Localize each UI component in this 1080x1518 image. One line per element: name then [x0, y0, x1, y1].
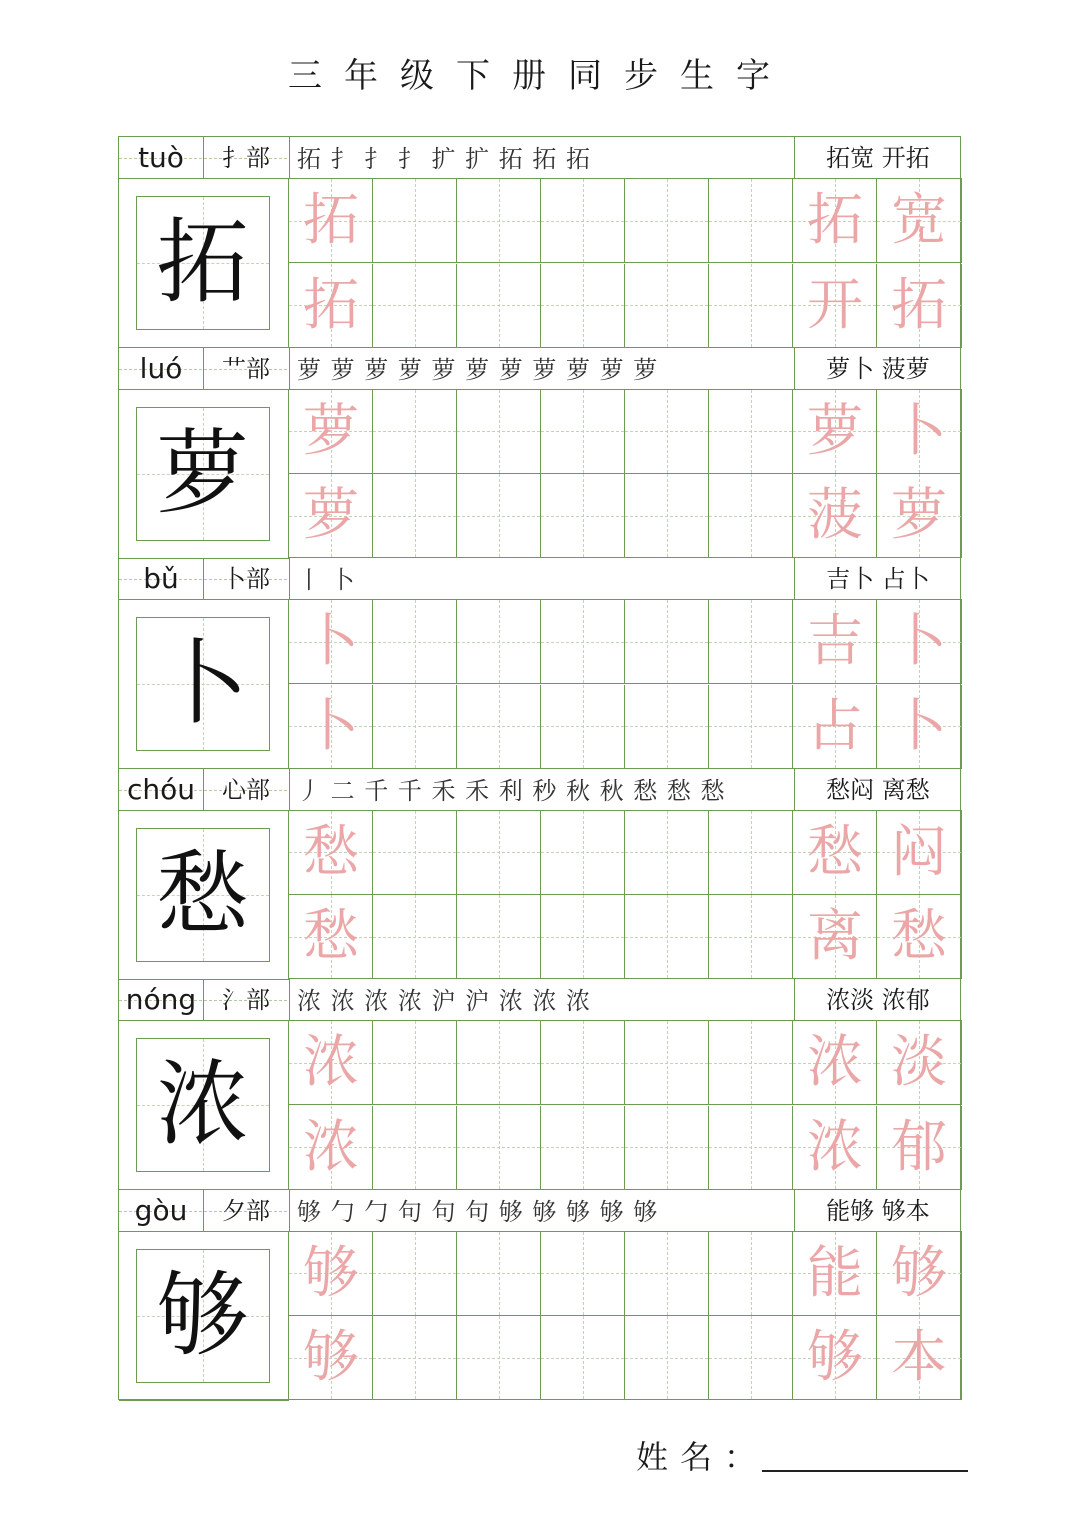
trace-cell[interactable]: [793, 1232, 877, 1316]
practice-sheet: [118, 136, 961, 1400]
stroke-order: 浓 浓 浓 浓 沪 沪 浓 浓 浓: [297, 987, 592, 1015]
writing-cell[interactable]: [373, 600, 457, 684]
name-label: 姓名：: [636, 1438, 769, 1476]
writing-cell[interactable]: [709, 895, 793, 979]
writing-cell[interactable]: [457, 685, 541, 769]
writing-cell[interactable]: [373, 895, 457, 979]
model-char: 够: [156, 1261, 249, 1369]
model-char: 浓: [156, 1051, 249, 1158]
trace-char: 郁: [891, 1114, 947, 1180]
trace-cell[interactable]: [877, 685, 962, 769]
trace-char: 占: [807, 693, 863, 759]
writing-cell[interactable]: [709, 179, 793, 263]
model-char-box: [136, 828, 270, 962]
stroke-order: 拓 扌 扌 扌 扩 扩 拓 拓 拓: [297, 145, 592, 173]
radical: 卜部: [222, 565, 270, 593]
practice-grid: [289, 179, 962, 348]
trace-char: 愁: [891, 904, 947, 969]
char-header: [119, 558, 962, 600]
writing-cell[interactable]: [457, 474, 541, 558]
writing-cell[interactable]: [373, 1021, 457, 1105]
practice-grid: [289, 1232, 962, 1401]
page-title: 三年级下册同步生字: [288, 56, 792, 96]
trace-cell[interactable]: [289, 895, 373, 979]
model-char-cell: [119, 811, 289, 980]
trace-cell[interactable]: [793, 600, 877, 684]
practice-grid: [289, 600, 962, 769]
pinyin: bǔ: [143, 562, 179, 595]
pinyin: tuò: [138, 141, 184, 174]
writing-cell[interactable]: [541, 179, 625, 263]
pinyin: chóu: [126, 772, 196, 806]
trace-cell[interactable]: [877, 474, 962, 558]
writing-cell[interactable]: [457, 390, 541, 474]
trace-char: 愁: [303, 819, 359, 885]
practice-grid: [289, 390, 962, 559]
trace-char: 淡: [891, 1030, 947, 1095]
char-header: [119, 769, 962, 811]
example-words: 愁闷 离愁: [826, 775, 930, 804]
trace-char: 够: [807, 1325, 863, 1390]
model-char-cell: [119, 1021, 289, 1190]
char-block: [119, 558, 962, 769]
stroke-order: 萝 萝 萝 萝 萝 萝 萝 萝 萝 萝 萝: [297, 355, 659, 384]
writing-cell[interactable]: [457, 1021, 541, 1105]
writing-cell[interactable]: [541, 390, 625, 474]
trace-char: 拓: [303, 272, 359, 338]
writing-cell[interactable]: [625, 600, 709, 684]
trace-char: 闷: [891, 819, 947, 885]
trace-char: 浓: [807, 1114, 863, 1180]
trace-cell[interactable]: [877, 264, 962, 348]
writing-cell[interactable]: [541, 1106, 625, 1190]
trace-cell[interactable]: [289, 1232, 373, 1316]
trace-cell[interactable]: [289, 811, 373, 895]
writing-cell[interactable]: [541, 264, 625, 348]
writing-cell[interactable]: [373, 474, 457, 558]
trace-cell[interactable]: [793, 895, 877, 979]
stroke-order: 够 勹 勹 句 句 句 够 够 够 够 够: [297, 1197, 659, 1226]
writing-cell[interactable]: [373, 1232, 457, 1316]
writing-cell[interactable]: [709, 811, 793, 895]
trace-cell[interactable]: [289, 264, 373, 348]
writing-cell[interactable]: [625, 1021, 709, 1105]
writing-cell[interactable]: [541, 1232, 625, 1316]
writing-cell[interactable]: [373, 1316, 457, 1400]
model-char: 拓: [156, 209, 249, 316]
radical: 氵部: [222, 986, 270, 1014]
writing-cell[interactable]: [625, 474, 709, 558]
stroke-order: 丿 二 千 千 禾 禾 利 秒 秋 秋 愁 愁 愁: [297, 776, 726, 805]
trace-char: 愁: [807, 819, 863, 885]
trace-char: 够: [303, 1325, 359, 1390]
trace-cell[interactable]: [289, 600, 373, 684]
writing-cell[interactable]: [541, 1021, 625, 1105]
model-char-box: [136, 617, 270, 751]
trace-cell[interactable]: [877, 179, 962, 263]
trace-char: 能: [807, 1240, 863, 1306]
trace-char: 浓: [303, 1114, 359, 1180]
char-header: [119, 979, 962, 1021]
char-header: [119, 348, 962, 390]
writing-cell[interactable]: [709, 390, 793, 474]
char-header: [119, 1190, 962, 1232]
trace-cell[interactable]: [877, 811, 962, 895]
writing-cell[interactable]: [373, 685, 457, 769]
model-char: 萝: [156, 419, 249, 527]
writing-cell[interactable]: [709, 264, 793, 348]
trace-cell[interactable]: [793, 264, 877, 348]
example-words: 能够 够本: [826, 1196, 930, 1225]
writing-cell[interactable]: [373, 179, 457, 263]
trace-cell[interactable]: [289, 1021, 373, 1105]
writing-cell[interactable]: [709, 1021, 793, 1105]
writing-cell[interactable]: [457, 1106, 541, 1190]
trace-cell[interactable]: [793, 1316, 877, 1400]
radical: 心部: [222, 775, 270, 804]
trace-cell[interactable]: [877, 1106, 962, 1190]
model-char-cell: [119, 390, 289, 559]
example-words: 浓淡 浓郁: [826, 986, 930, 1014]
model-char: 愁: [156, 840, 249, 948]
trace-cell[interactable]: [793, 179, 877, 263]
char-block: [119, 348, 962, 559]
writing-cell[interactable]: [457, 264, 541, 348]
trace-char: 愁: [303, 904, 359, 969]
trace-cell[interactable]: [793, 1106, 877, 1190]
trace-cell[interactable]: [877, 1021, 962, 1105]
trace-char: 萝: [303, 398, 359, 464]
trace-cell[interactable]: [793, 1021, 877, 1105]
writing-cell[interactable]: [373, 390, 457, 474]
trace-cell[interactable]: [877, 1316, 962, 1400]
trace-char: 萝: [891, 483, 947, 548]
writing-cell[interactable]: [625, 1106, 709, 1190]
writing-cell[interactable]: [625, 685, 709, 769]
trace-char: 拓: [303, 188, 359, 253]
trace-char: 萝: [303, 483, 359, 548]
char-block: [119, 137, 962, 348]
writing-cell[interactable]: [457, 600, 541, 684]
writing-cell[interactable]: [541, 1316, 625, 1400]
writing-cell[interactable]: [457, 895, 541, 979]
model-char-cell: [119, 1232, 289, 1401]
pinyin: gòu: [134, 1193, 188, 1227]
practice-grid: [289, 1021, 962, 1190]
writing-cell[interactable]: [457, 811, 541, 895]
writing-cell[interactable]: [709, 1232, 793, 1316]
writing-cell[interactable]: [541, 895, 625, 979]
trace-char: 浓: [807, 1030, 863, 1095]
trace-cell[interactable]: [877, 390, 962, 474]
trace-cell[interactable]: [289, 1106, 373, 1190]
trace-char: 卜: [303, 693, 359, 759]
model-char: 卜: [156, 630, 249, 737]
char-block: [119, 979, 962, 1190]
char-block: [119, 1190, 962, 1401]
model-char-box: [136, 407, 270, 541]
radical: 扌部: [222, 144, 270, 172]
trace-cell[interactable]: [289, 474, 373, 558]
trace-char: 卜: [891, 398, 947, 464]
model-char-cell: [119, 600, 289, 769]
trace-cell[interactable]: [877, 895, 962, 979]
trace-char: 吉: [807, 609, 863, 674]
trace-cell[interactable]: [793, 685, 877, 769]
radical: 艹部: [222, 354, 270, 383]
writing-cell[interactable]: [625, 179, 709, 263]
trace-cell[interactable]: [877, 1232, 962, 1316]
writing-cell[interactable]: [541, 811, 625, 895]
writing-cell[interactable]: [625, 390, 709, 474]
trace-char: 浓: [303, 1030, 359, 1095]
trace-char: 拓: [891, 272, 947, 338]
trace-char: 萝: [807, 398, 863, 464]
model-char-box: [136, 1038, 270, 1172]
trace-cell[interactable]: [877, 600, 962, 684]
writing-cell[interactable]: [709, 600, 793, 684]
trace-cell[interactable]: [793, 390, 877, 474]
writing-cell[interactable]: [709, 1106, 793, 1190]
trace-cell[interactable]: [289, 390, 373, 474]
trace-char: 菠: [807, 483, 863, 548]
practice-grid: [289, 811, 962, 980]
writing-cell[interactable]: [373, 811, 457, 895]
trace-char: 够: [891, 1240, 947, 1306]
trace-cell[interactable]: [289, 1316, 373, 1400]
writing-cell[interactable]: [625, 1232, 709, 1316]
trace-cell[interactable]: [793, 474, 877, 558]
writing-cell[interactable]: [625, 895, 709, 979]
trace-char: 拓: [807, 188, 863, 253]
writing-cell[interactable]: [457, 1232, 541, 1316]
trace-char: 宽: [891, 188, 947, 253]
trace-char: 卜: [303, 609, 359, 674]
writing-cell[interactable]: [457, 179, 541, 263]
example-words: 拓宽 开拓: [826, 144, 930, 172]
char-block: [119, 769, 962, 980]
example-words: 吉卜 占卜: [826, 565, 930, 593]
pinyin: luó: [139, 351, 183, 385]
writing-cell[interactable]: [373, 1106, 457, 1190]
writing-cell[interactable]: [625, 811, 709, 895]
model-char-box: [136, 196, 270, 330]
model-char-cell: [119, 179, 289, 348]
trace-cell[interactable]: [793, 811, 877, 895]
example-words: 萝卜 菠萝: [826, 354, 930, 383]
name-blank[interactable]: [762, 1470, 968, 1472]
radical: 夕部: [222, 1196, 270, 1225]
writing-cell[interactable]: [541, 685, 625, 769]
writing-cell[interactable]: [625, 1316, 709, 1400]
writing-cell[interactable]: [709, 1316, 793, 1400]
trace-char: 够: [303, 1240, 359, 1306]
writing-cell[interactable]: [709, 474, 793, 558]
trace-char: 离: [807, 904, 863, 969]
trace-cell[interactable]: [289, 179, 373, 263]
writing-cell[interactable]: [373, 264, 457, 348]
pinyin: nóng: [125, 983, 197, 1016]
trace-cell[interactable]: [289, 685, 373, 769]
model-char-box: [136, 1249, 270, 1383]
writing-cell[interactable]: [709, 685, 793, 769]
writing-cell[interactable]: [457, 1316, 541, 1400]
trace-char: 本: [891, 1325, 947, 1390]
writing-cell[interactable]: [541, 600, 625, 684]
stroke-order: 丨 卜: [297, 566, 356, 594]
writing-cell[interactable]: [541, 474, 625, 558]
trace-char: 卜: [891, 693, 947, 759]
trace-char: 卜: [891, 609, 947, 674]
char-header: [119, 137, 962, 179]
writing-cell[interactable]: [625, 264, 709, 348]
trace-char: 开: [807, 272, 863, 338]
